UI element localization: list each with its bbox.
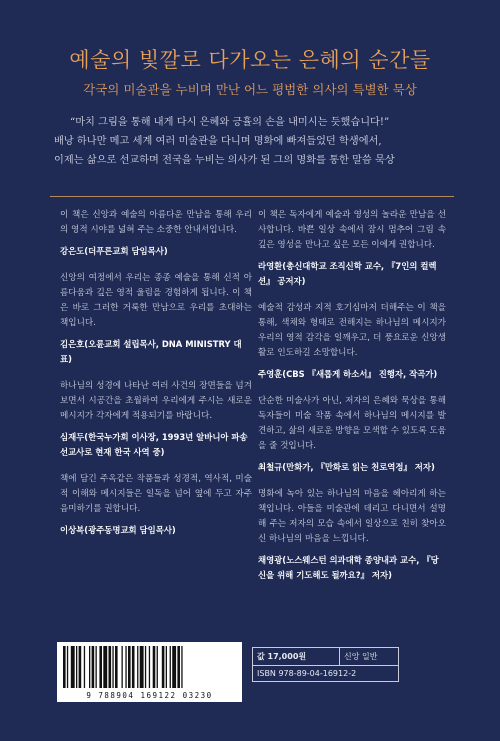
barcode-bar	[115, 646, 118, 688]
endorsement	[60, 472, 252, 538]
endorsement-text: 이 책은 독자에게 예술과 영성의 놀라운 만남을 선사합니다. 바쁜 일상 속에서 잠시 멈추어 그림 속 깊은 영성을 만나고 싶은 모든 이에게 권합니다.	[258, 210, 446, 250]
barcode-bar	[125, 646, 126, 688]
barcode-bar	[170, 646, 171, 688]
cover-headline: 예술의 빛깔로 다가오는 은혜의 순간들	[69, 48, 431, 72]
endorsement-author: 김은호(오륜교회 설립목사, DNA MINISTRY 대표)	[60, 339, 242, 364]
barcode-bar	[166, 646, 167, 688]
barcode-bar	[162, 646, 165, 688]
section-divider	[50, 196, 454, 197]
cover-subtitle: 각국의 미술관을 누비며 만난 어느 평범한 의사의 특별한 묵상	[83, 82, 417, 97]
intro-line-2: 이제는 삶으로 선교하며 전국을 누비는 의사가 된 그의 명화를 통한 말씀 묵상	[54, 155, 395, 166]
barcode-bar	[76, 646, 77, 688]
barcode-bar	[172, 646, 176, 688]
endorsement	[258, 301, 446, 382]
barcode-bar	[140, 646, 144, 688]
endorsement-text: 하나님의 성경에 나타난 여러 사건의 장면들을 넘겨보면서 시공간을 초월하여 우리에게 주시는 새로운 메시지가 각자에게 적용되기를 바랍니다.	[60, 381, 252, 421]
barcode-bar	[177, 646, 180, 688]
endorsement-author: 심재두(한국누가회 이사장, 1993년 알바니아 파송 선교사로 현재 한국 사역 중)	[60, 432, 248, 457]
isbn-barcode	[57, 642, 242, 702]
isbn-label: ISBN 978-89-04-16912-2	[257, 669, 357, 678]
endorsement	[60, 208, 252, 259]
barcode-number: 9 788904 169122 03230	[86, 691, 213, 700]
barcode-bar	[122, 646, 123, 688]
barcode-bar	[99, 646, 102, 688]
barcode-bar	[109, 646, 112, 688]
barcode-bar	[67, 646, 68, 688]
barcode-bar	[137, 646, 138, 688]
barcode-bar	[63, 646, 66, 688]
barcode-bar	[153, 646, 156, 688]
endorsement-author: 채영광(노스웨스턴 의과대학 종양내과 교수, 『당신을 위해 기도해도 될까요?』 저자)	[258, 555, 439, 580]
endorsement-author: 이상복(광주동명교회 담임목사)	[60, 525, 176, 535]
barcode-bar	[103, 646, 107, 688]
endorsement-text: 이 책은 신앙과 예술의 아름다운 만남을 통해 우리의 영적 시야를 넓혀 주는 소중한 안내서입니다.	[60, 210, 252, 235]
barcode-bar	[145, 646, 146, 688]
endorsement	[258, 487, 446, 583]
barcode-bars	[63, 646, 236, 688]
barcode-bar	[84, 646, 85, 688]
barcode-bar	[89, 646, 90, 688]
endorsement-text: 명화에 녹아 있는 하나님의 마음을 헤아리게 하는 책입니다. 아들을 미술관에 데리고 다니면서 설명해 주는 저자의 모습 속에서 일상으로 친히 찾아오신 하나님의 마음을 느낍니다.	[258, 489, 446, 544]
intro-line-1: 배낭 하나만 메고 세계 여러 미술관을 다니며 명화에 빠져들었던 학생에서,	[54, 136, 382, 147]
endorsement-author: 최철규(만화가, 『만화로 읽는 천로역정』 저자)	[258, 462, 435, 472]
endorsement-text: 단순한 미술사가 아닌, 저자의 은혜와 묵상을 통해 독자들이 미술 작품 속에서 하나님의 메시지를 발견하고, 삶의 새로운 방향을 모색할 수 있도록 도움을 줄 것입니다.	[258, 396, 446, 451]
barcode-bar	[128, 646, 131, 688]
endorsement-text: 신앙의 여정에서 우리는 종종 예술을 통해 신적 아름다움과 깊은 영적 울림을 경험하게 됩니다. 이 책은 바로 그러한 거룩한 만남으로 우리를 초대하는 책입니다.	[60, 273, 252, 328]
barcode-bar	[149, 646, 150, 688]
barcode-bar	[132, 646, 135, 688]
price-box	[252, 647, 399, 682]
endorsement	[258, 208, 446, 289]
endorsement-author: 라영환(총신대학교 조직신학 교수, 『7인의 컬렉션』 공저자)	[258, 261, 437, 286]
barcode-bar	[79, 646, 82, 688]
endorsement-text: 책에 담긴 주옥같은 작품들과 성경적, 역사적, 미술적 이해와 메시지들은 일독을 넘어 옆에 두고 자주 음미하기를 권합니다.	[60, 474, 252, 514]
intro-quote: “마치 그림을 통해 내게 다시 은혜와 긍휼의 손을 내미시는 듯했습니다!”	[70, 117, 390, 128]
intro-paragraph	[54, 113, 454, 170]
endorsement	[60, 271, 252, 367]
endorsement-author: 강은도(더푸른교회 담임목사)	[60, 246, 168, 256]
endorsements-right-column	[258, 208, 446, 595]
barcode-bar	[112, 646, 113, 688]
endorsement-author: 주영훈(CBS 『새롭게 하소서』 진행자, 작곡가)	[258, 369, 438, 379]
price-label: 값 17,000원	[253, 648, 340, 665]
endorsement	[258, 394, 446, 475]
barcode-bar	[96, 646, 97, 688]
category-label: 신앙 일반	[344, 652, 378, 661]
endorsements-left-column	[60, 208, 252, 550]
endorsement-text: 예술적 감성과 지적 호기심마저 더해주는 이 책을 통해, 색채와 형태로 전해지는 하나님의 메시지가 우리의 영적 감각을 일깨우고, 더 풍요로운 신앙생활로 인도하길 소망합니다.	[258, 303, 446, 358]
barcode-bar	[181, 646, 182, 688]
endorsement	[60, 379, 252, 460]
barcode-bar	[71, 646, 75, 688]
barcode-bar	[157, 646, 158, 688]
barcode-bar	[92, 646, 95, 688]
